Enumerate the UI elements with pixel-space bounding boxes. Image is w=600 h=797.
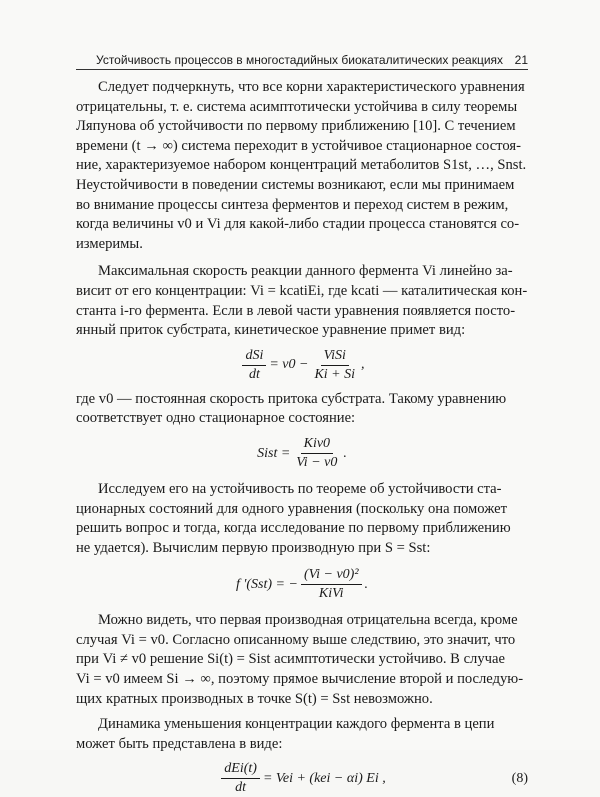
text-line: Можно видеть, что первая производная отрицательна всегда, кроме xyxy=(98,612,518,629)
formula-part: ViSi xyxy=(321,347,349,366)
equation-number: (8) xyxy=(511,771,528,787)
text-line: Максимальная скорость реакции данного фермента Vi линейно за- xyxy=(98,263,513,280)
text-line: при Vi ≠ v0 решение Si(t) = Sist асимптотически устойчиво. В случае xyxy=(76,651,505,668)
formula-part: = Vei + (kei − αi) Ei , xyxy=(262,771,386,787)
header-rule xyxy=(76,69,528,70)
text-line: Неустойчивости в поведении системы возникают, если мы принимаем xyxy=(76,176,515,193)
formula-part: (Vi − v0)² xyxy=(301,566,362,585)
formula-part: Vi − v0 xyxy=(296,454,338,470)
text-line: не удается). Вычислим первую производную при S = Sst: xyxy=(76,539,431,556)
text-line: Следует подчеркнуть, что все корни характеристического уравнения xyxy=(98,79,525,95)
text-line: времени (t → ∞) система переходит в устойчивое стационарное состоя- xyxy=(76,137,521,154)
text-line: ционарных состояний для одного уравнения (поскольку она поможет xyxy=(76,500,507,517)
formula-part: dSi xyxy=(242,347,266,366)
text-line: решить вопрос и тогда, когда исследование по первому приближению xyxy=(76,520,511,537)
text-line: когда величины v0 и Vi для какой-либо стадии процесса становятся со- xyxy=(76,216,520,233)
text-line: ние, характеризуемое набором концентраций метаболитов S1st, …, Snst. xyxy=(76,157,527,174)
formula-part: Sist = xyxy=(257,445,291,461)
formula-part: , xyxy=(361,357,365,373)
formula-part: . xyxy=(364,576,369,592)
formula-part: dEi(t) xyxy=(221,760,260,779)
text-line: щих кратных производных в точке S(t) = Sst невозможно. xyxy=(76,690,433,707)
page-number: 21 xyxy=(514,53,528,67)
formula-part: . xyxy=(343,445,347,461)
text-line: измеримы. xyxy=(76,235,143,252)
equation-8 xyxy=(76,760,528,797)
text-line: может быть представлена в виде: xyxy=(76,735,283,752)
text-line: во внимание процессы синтеза ферментов и переход систем в режим, xyxy=(76,196,509,213)
text-line: случая Vi = v0. Согласно описанному выше следствию, это значит, что xyxy=(76,631,516,648)
body-text xyxy=(76,78,528,797)
text-line: соответствует одно стационарное состояние: xyxy=(76,410,356,427)
text-line: Vi = v0 имеем Si → ∞, поэтому прямое вычисление второй и последую- xyxy=(76,671,524,688)
formula-part: Ki + Si xyxy=(314,366,356,382)
formula-part: dt xyxy=(235,780,247,796)
text-line: Ляпунова об устойчивости по первому приближению [10]. С течением xyxy=(76,118,516,135)
text-line: где v0 — постоянная скорость притока субстрата. Такому уравнению xyxy=(76,390,507,407)
text-line: янный приток субстрата, кинетическое уравнение примет вид: xyxy=(76,322,466,339)
formula-part: KiVi xyxy=(318,586,344,602)
formula-part: dt xyxy=(248,366,260,382)
text-line: Динамика уменьшения концентрации каждого фермента в цепи xyxy=(98,716,495,733)
header-title: Устойчивость процессов в многостадийных биокаталитических реакциях xyxy=(96,53,504,67)
formula-part: Kiv0 xyxy=(301,435,333,454)
equation-stationary xyxy=(76,435,528,472)
text-line: отрицательны, т. е. система асимптотически устойчива в силу теоремы xyxy=(76,98,518,115)
equation-kinetic xyxy=(76,347,528,384)
text-line: станта i-го фермента. Если в левой части уравнения появляется посто- xyxy=(76,302,516,319)
text-line: Исследуем его на устойчивость по теореме об устойчивости ста- xyxy=(98,480,502,497)
equation-derivative xyxy=(76,566,528,603)
formula-part: = v0 − xyxy=(269,357,309,373)
text-line: висит от его концентрации: Vi = kcatiEi, где kcati — каталитическая кон- xyxy=(76,282,528,299)
formula-part: f ′(Sst) = − xyxy=(235,576,298,592)
